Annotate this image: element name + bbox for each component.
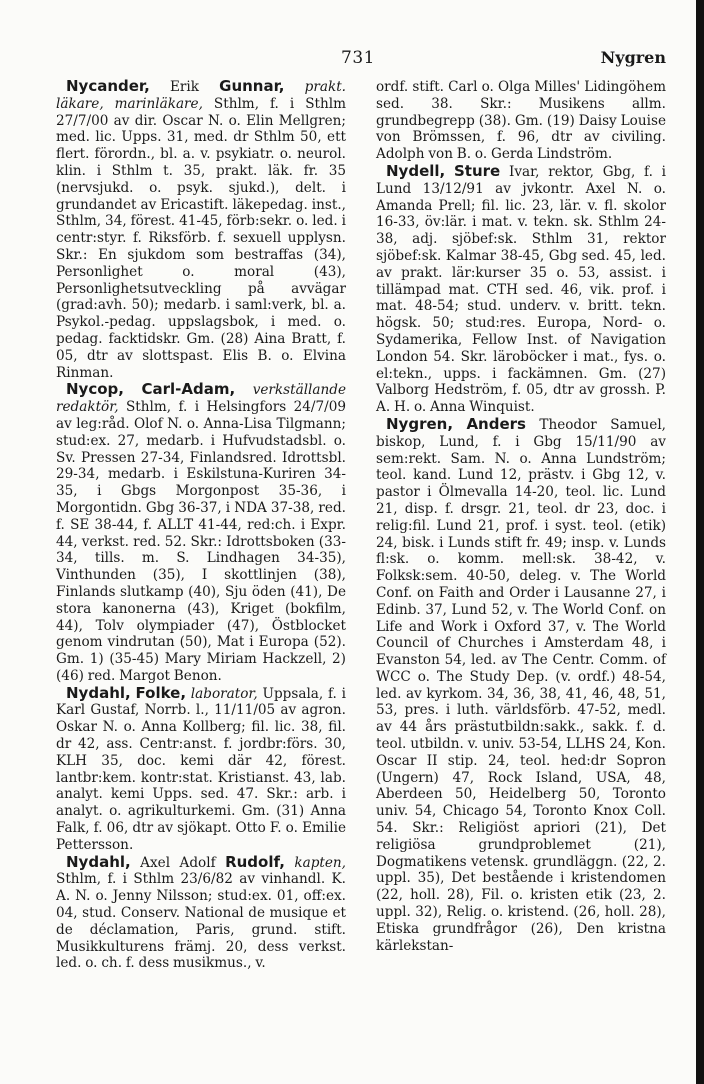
- entry-given-names: [124, 382, 142, 398]
- entry-surname: Nydell,: [386, 161, 446, 180]
- left-column: [56, 78, 346, 1078]
- right-column: [376, 78, 666, 1078]
- entry-call-name: Anders: [466, 414, 526, 433]
- entry-surname: Nydahl,: [66, 683, 131, 702]
- entry-text: Sthlm, f. i Helsingfors 24/7/09 av leg:råd. Olof N. o. Anna-Lisa Tilgmann; stud:ex. 27, medarb. i Hufvudstadsbl. o. Sv. Pressen 27-34, Finlandsred. Idrottsbl. 29-34, medarb. i Eskilstuna-Kuriren 34-35, i Gbgs Morgonpost 35-36, i Morgontidn. Gbg 36-37, i NDA 37-38, red. f. SE 38-44, f. ALLT 41-44, red:ch. i Expr. 44, verkst. red. 52. Skr.: Idrottsboken (33-34, tills. m. S. Lindhagen 34-35), Vinthunden (35), I skottlinjen (38), Finlands slutkamp (40), Sju öden (41), De stora kanonerna (43), Kriget (bokfilm, 44), Tolv olympiader (47), Östblocket genom vindrutan (50), Mat i Europa (52). Gm. 1) (35-45) Mary Miriam Hackzell, 2) (46) red. Margot Benon.: [56, 399, 346, 684]
- page-header: [56, 48, 666, 72]
- entry-surname: Nydahl,: [66, 852, 131, 871]
- biography-entry: [376, 78, 666, 163]
- page-edge-rule: [696, 0, 704, 1084]
- entry-text: Sthlm, f. i Sthlm 23/6/82 av vinhandl. K. A. N. o. Jenny Nilsson; stud:ex. 01, off:ex. 04, stud. Conserv. National de musique et de déclamation, Paris, grund. stift. Musikkulturens främj. 20, dess verkst. led. o. ch. f. dess musikmus., v.: [56, 871, 346, 972]
- entry-occupation: laborator,: [186, 685, 258, 702]
- entry-call-name: Folke,: [135, 683, 187, 702]
- entry-call-name: Sture: [453, 161, 501, 180]
- entry-text: Uppsala, f. i Karl Gustaf, Norrb. l., 11/11/05 av agron. Oskar N. o. Anna Kollberg; fil. lic. 38, fil. dr 42, ass. Centr:anst. f. jordbr:förs. 30, KLH 35, doc. kemi där 42, förest. lantbr:kem. kontr:stat. Kristianst. 43, lab. analyt. kemi Upps. sed. 47. Skr.: arb. i analyt. o. agrikulturkemi. Gm. (31) Anna Falk, f. 06, dtr av sjökapt. Otto F. o. Emilie Pettersson.: [56, 685, 346, 853]
- entry-call-name: Gunnar,: [219, 77, 285, 95]
- entry-given-names: [445, 164, 454, 180]
- entry-call-name: Carl-Adam,: [141, 380, 236, 399]
- entry-text: ordf. stift. Carl o. Olga Milles' Lidingöhem sed. 38. Skr.: Musikens allm. grundbegrepp (38). Gm. (19) Daisy Louise von Brömssen, f. 96, dtr av civiling. Adolph von B. o. Gerda Lindström.: [376, 79, 666, 163]
- entry-text: Theodor Samuel, biskop, Lund, f. i Gbg 15/11/90 av sem:rekt. Sam. N. o. Anna Lundström; teol. kand. Lund 12, prästv. i Gbg 12, v. pastor i Ölmevalla 14-20, teol. lic. Lund 21, disp. f. drsgr. 21, teol. dr 23, doc. i relig:fil. Lund 21, prof. i syst. teol. (etik) 24, bisk. i Lunds stift fr. 49; insp. v. Lunds fl:sk. o. komm. mell:sk. 38-42, v. Folksk:sem. 40-50, deleg. v. The World Conf. on Faith and Order i Lausanne 27, i Edinb. 37, Lund 52, v. The World Conf. on Life and Work i Oxford 37, v. The World Council of Churches i Amsterdam 48, i Evanston 54, led. av The Centr. Comm. of WCC o. The Study Dep. (v. ordf.) 48-54, led. av kyrkom. 34, 36, 38, 41, 46, 48, 51, 53, pres. i luth. världsförb. 47-52, medl. av 44 års prästutbildn:sakk., sakk. f. d. teol. utbildn. v. univ. 53-54, LLHS 24, Kon. Oscar II stip. 24, teol. hed:dr Sopron (Ungern) 47, Rock Island, USA, 48, Aberdeen 50, Heidelberg 50, Toronto univ. 54, Chicago 54, Toronto Knox Coll. 54. Skr.: Religiöst apriori (21), Det religiösa grundproblemet (21), Dogmatikens vetensk. grundläggn. (22, 2. uppl. 35), Det bestående i kristendomen (22, holl. 28), Fil. o. kristen etik (23, 2. uppl. 32), Relig. o. kristend. (26, holl. 28), Etiska grundfrågor (26), Den kristna kärlekstan-: [376, 416, 666, 954]
- biography-entry: [56, 381, 346, 684]
- entry-given-names: [453, 417, 466, 433]
- entry-call-name: Rudolf,: [225, 852, 285, 871]
- entry-surname: Nycop,: [66, 380, 124, 399]
- entry-occupation: kapten,: [284, 854, 346, 871]
- entry-occupation: prakt. läkare, marinläkare,: [56, 79, 346, 112]
- entry-occupation: verkställande redaktör,: [56, 382, 346, 416]
- entry-text: Sthlm, f. i Sthlm 27/7/00 av dir. Oscar N. o. Elin Mellgren; med. lic. Upps. 31, med. dr Sthlm 50, ett flert. förordn., bl. a. v. psykiatr. o. neurol. klin. i Sthlm t. 35, prakt. läk. fr. 35 (nervsjukd. o. psyk. sjukd.), delt. i grundandet av Ericastift. läkepedag. inst., Sthlm, 34, förest. 41-45, förb:sekr. o. led. i centr:styr. f. Riksförb. f. sexuell upplysn. Skr.: En sjukdom som bestraffas (34), Personlighet o. moral (43), Personlighetsutveckling på avvägar (grad:avh. 50); medarb. i saml:verk, bl. a. Psykol.-pedag. uppslagsbok, i med. o. pedag. facktidskr. Gm. (28) Aina Bratt, f. 05, dtr av slottspast. Elis B. o. Elvina Rinman.: [56, 95, 347, 381]
- entry-given-names: Axel Adolf: [130, 854, 226, 871]
- entry-text: Ivar, rektor, Gbg, f. i Lund 13/12/91 av jvkontr. Axel N. o. Amanda Prell; fil. lic. 23, lär. v. fl. skolor 16-33, öv:lär. i mat. v. tekn. sk. Sthlm 24-38, adj. sjöbef:sk. Sthlm 31, rektor sjöbef:sk. Kalmar 38-45, Gbg sed. 45, led. av prakt. lär:kurser 35 o. 53, assist. i tillämpad mat. CTH sed. 46, vik. prof. i mat. 48-54; stud. underv. v. britt. tekn. högsk. 50; stud:res. Europa, Nord- o. Sydamerika, Fellow Inst. of Navigation London 54. Skr. läroböcker i mat., fys. o. el:tekn., upps. i fackämnen. Gm. (27) Valborg Hedström, f. 05, dtr av grossh. P. A. H. o. Anna Winquist.: [376, 163, 666, 416]
- biography-entry: [56, 78, 346, 381]
- biography-entry: [376, 416, 666, 955]
- biography-entry: [376, 163, 666, 416]
- entry-given-names: Erik: [149, 79, 220, 95]
- entry-surname: Nygren,: [386, 414, 454, 433]
- page-number: 731: [341, 48, 375, 68]
- text-columns: [56, 78, 666, 1078]
- biography-entry: [56, 685, 346, 854]
- biography-entry: [56, 854, 346, 973]
- entry-surname: Nycander,: [66, 77, 150, 95]
- running-head: Nygren: [600, 48, 666, 67]
